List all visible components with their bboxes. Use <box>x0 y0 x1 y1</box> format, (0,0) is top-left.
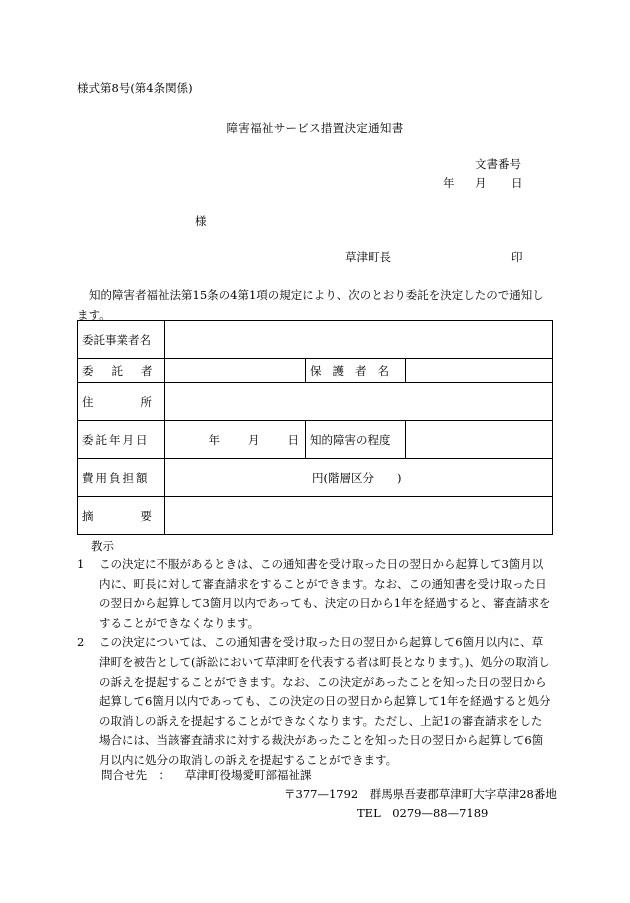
guardian-value <box>406 359 553 383</box>
contact-label: 問合せ先 ： <box>101 768 170 782</box>
seal-mark: 印 <box>511 250 523 264</box>
contact-address: 〒377—1792 群馬県吾妻郡草津町大字草津28番地 <box>284 787 557 801</box>
instruction-number: 1 <box>77 557 85 571</box>
contractor-value <box>165 321 553 359</box>
date-label-cell <box>78 421 165 459</box>
form-number: 様式第8号(第4条関係) <box>77 81 193 95</box>
summary-value <box>165 497 553 535</box>
contractor-label-cell <box>78 321 165 359</box>
entrustee-label: 委託者 <box>82 363 171 378</box>
guardian-label-cell <box>306 359 406 383</box>
entrustee-value <box>165 359 306 383</box>
instruction-text: この決定に不服があるときは、この通知書を受け取った日の翌日から起算して3箇月以内に、町長に対して審査請求をすることができます。なお、この通知書を受け取った日の翌日から起算して3箇月以内であっても、決定の日から1年を経過すると、審査請求をすることができなくなります。 <box>99 557 551 630</box>
instruction-item <box>77 633 552 770</box>
entrust-date-label: 委託年月日 <box>82 432 150 447</box>
contact-tel: TEL 0279—88—7189 <box>357 806 489 820</box>
cost-label-cell <box>78 459 165 497</box>
date-year: 年 <box>443 176 455 190</box>
instructions-list <box>77 555 552 771</box>
instruction-item <box>77 555 552 633</box>
address-value <box>165 383 553 421</box>
instructions-heading: 教示 <box>91 539 114 553</box>
addressee-suffix: 様 <box>195 214 207 228</box>
guardian-label: 保護者名 <box>310 363 400 378</box>
date-day: 日 <box>511 176 523 190</box>
disability-label-cell <box>306 421 406 459</box>
disability-value <box>406 421 553 459</box>
disability-label: 知的障害の程度 <box>310 432 391 447</box>
page-title: 障害福祉サービス措置決定通知書 <box>226 121 404 135</box>
entrust-date-month: 月 <box>248 432 260 447</box>
cost-value: 円(階層区分 ) <box>312 470 402 485</box>
instruction-number: 2 <box>77 635 85 650</box>
summary-label: 摘要 <box>82 508 199 523</box>
issuer: 草津町長 <box>345 250 391 264</box>
entrust-date-year: 年 <box>208 432 220 447</box>
instruction-text: この決定については、この通知書を受け取った日の翌日から起算して6箇月以内に、草津町を被告として(訴訟において草津町を代表する者は町長となります。)、処分の取消しの訴えを提起することができます。なお、この決定があったことを知った日の翌日から起算して6箇月以内であっても、この決定の日の翌日から起算して1年を経過すると処分の取消しの訴えを提起することができなくなります。ただし、上記1の審査請求をした場合には、当該審査請求に対する裁決があったことを知った日の翌日から起算して6箇月以内に処分の取消しの訴えを提起することができます。 <box>99 635 551 767</box>
intro-text: 知的障害者福祉法第15条の4第1項の規定により、次のとおり委託を決定したので通知します。 <box>77 288 544 322</box>
address-label-cell <box>78 383 199 421</box>
decision-table <box>77 320 553 535</box>
entrustee-label-cell <box>78 359 171 383</box>
cost-label: 費用負担額 <box>82 470 150 485</box>
address-label: 住所 <box>82 394 199 409</box>
contractor-label: 委託事業者名 <box>82 332 151 347</box>
date-month: 月 <box>475 176 487 190</box>
summary-label-cell <box>78 497 199 535</box>
cost-value-cell <box>165 459 553 497</box>
entrust-date-value <box>165 421 306 459</box>
contact-department: 草津町役場愛町部福祉課 <box>185 768 312 782</box>
doc-number-label: 文書番号 <box>475 157 521 171</box>
entrust-date-day: 日 <box>287 432 299 447</box>
